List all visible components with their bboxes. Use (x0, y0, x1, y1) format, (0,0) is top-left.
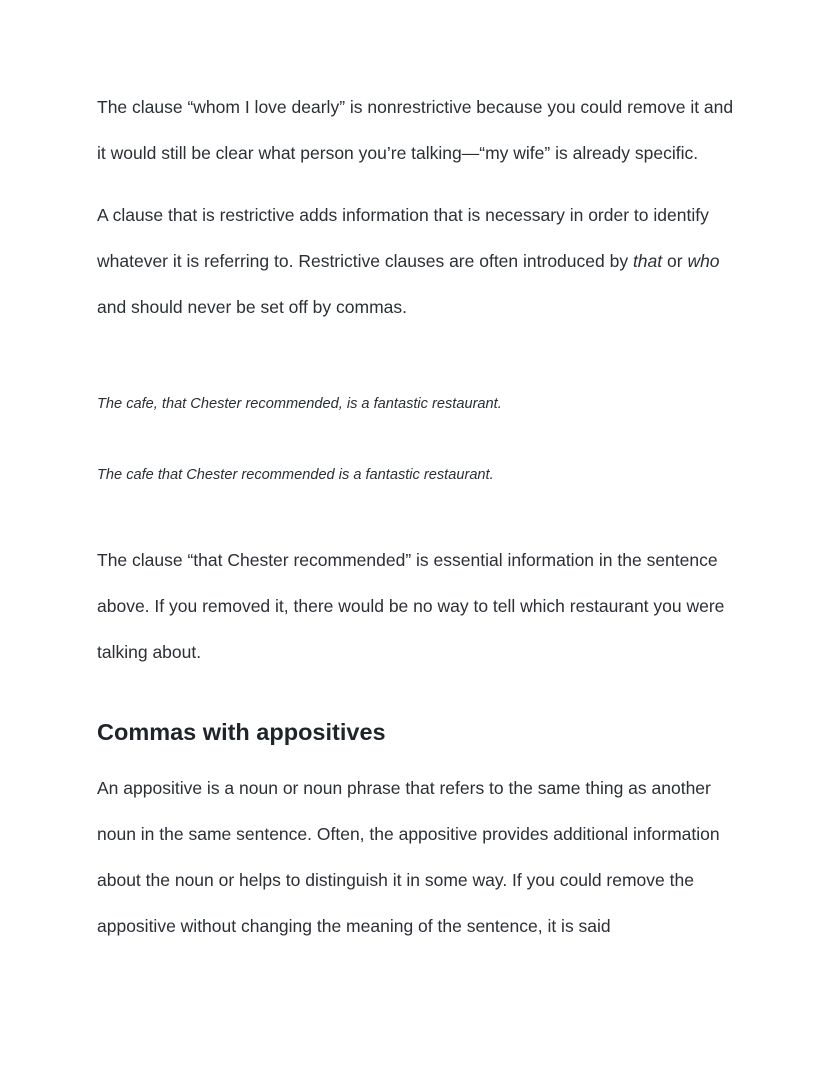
section-heading: Commas with appositives (97, 719, 386, 745)
paragraph-restrictive-definition (97, 192, 737, 330)
paragraph-nonrestrictive-explanation: The clause “whom I love dearly” is nonrestrictive because you could remove it and it would still be clear what person you’re talking—“my wife” is already specific. (97, 97, 734, 163)
emphasis-that: that (632, 251, 663, 271)
emphasis-who: who (687, 251, 720, 271)
paragraph-text: and should never be set off by commas. (97, 297, 407, 317)
example-incorrect-sentence: The cafe, that Chester recommended, is a fantastic restaurant. (97, 396, 502, 412)
document-page (97, 84, 737, 949)
example-correct-sentence: The cafe that Chester recommended is a fantastic restaurant. (97, 467, 494, 483)
paragraph-text: or (662, 251, 688, 271)
paragraph-appositive-definition: An appositive is a noun or noun phrase that refers to the same thing as another noun in the same sentence. Often, the appositive provides additional information about the noun or helps to distinguish it in some way. If you could remove the appositive without changing the meaning of the sentence, it is said (97, 778, 720, 936)
paragraph-text: A clause that is restrictive adds information that is necessary in order to identify whatever it is referring to. Restrictive clauses are often introduced by (97, 205, 709, 271)
paragraph-restrictive-explanation: The clause “that Chester recommended” is essential information in the sentence above. If you removed it, there would be no way to tell which restaurant you were talking about. (97, 550, 725, 662)
